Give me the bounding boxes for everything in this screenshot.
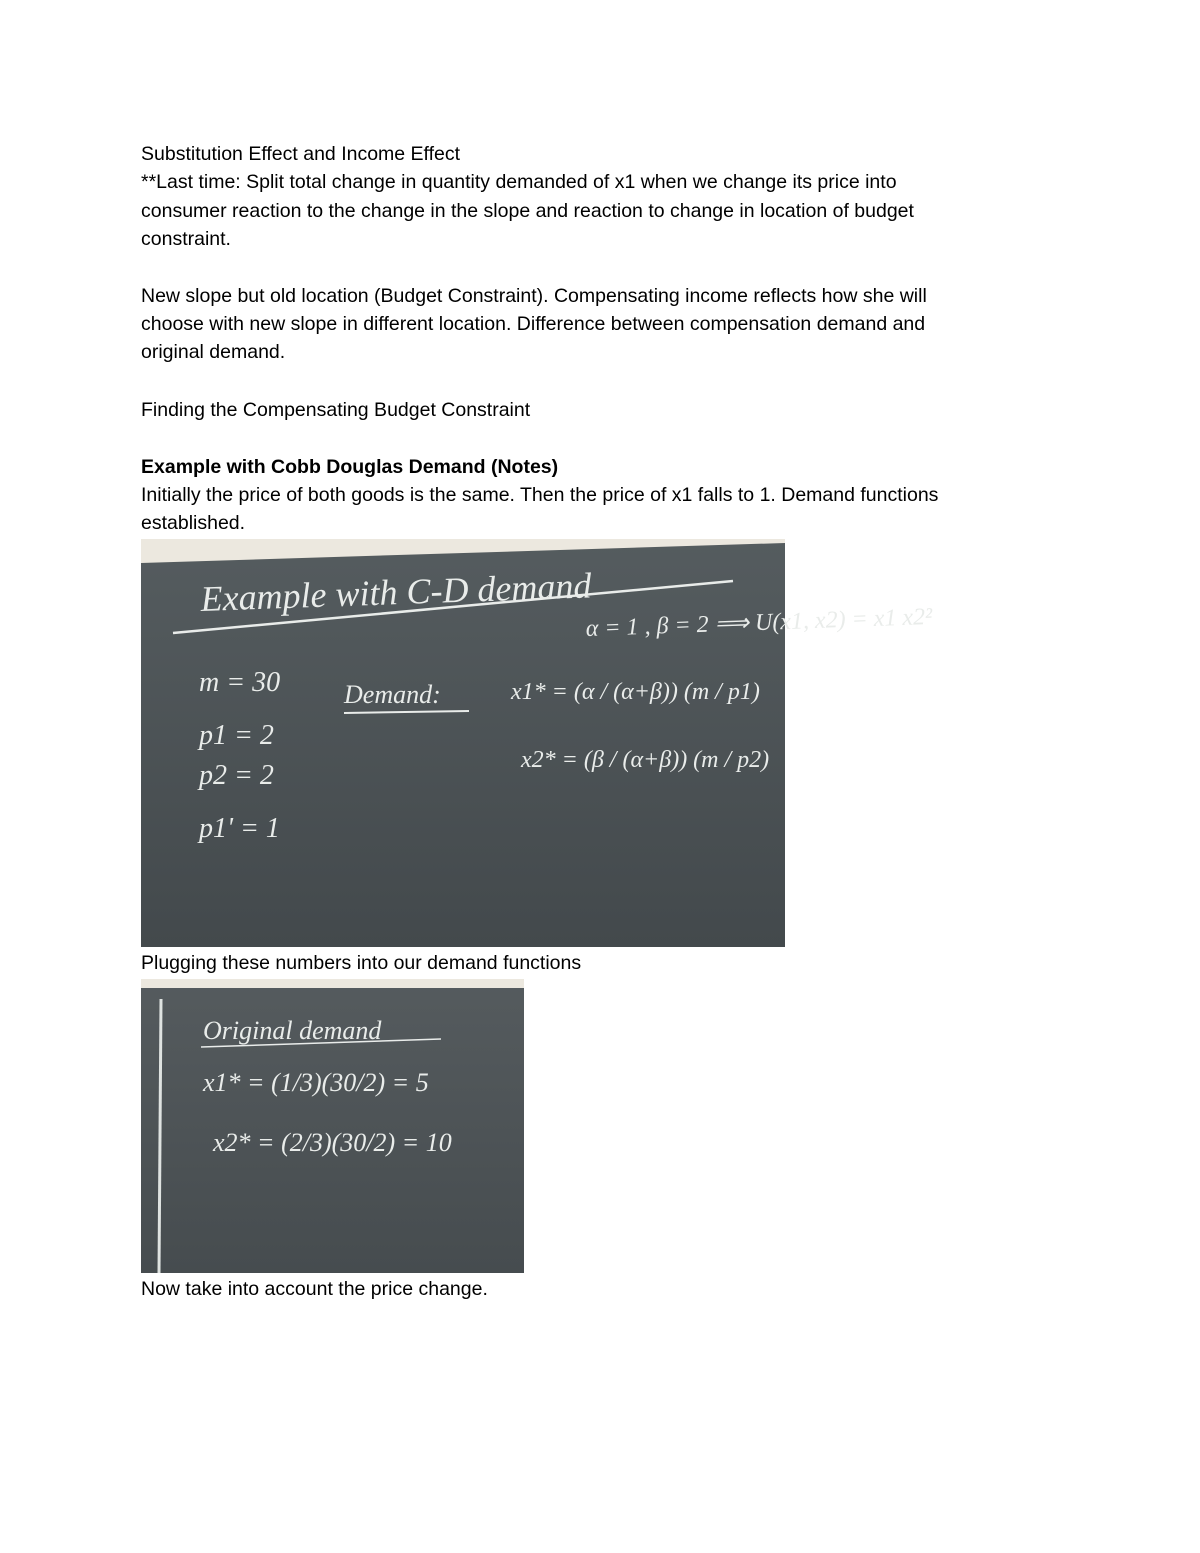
caption-plug: Plugging these numbers into our demand functions — [141, 952, 582, 974]
board1-utility: α = 1 , β = 2 ⟹ U(x1, x2) = x1 x2² — [585, 603, 933, 642]
board1-param-p2: p2 = 2 — [199, 760, 274, 791]
section-heading: Finding the Compensating Budget Constraint — [141, 399, 531, 421]
blackboard-2-drawing — [141, 979, 524, 1273]
caption-price: Now take into account the price change. — [141, 1278, 488, 1300]
board2-x2-result: x2* = (2/3)(30/2) = 10 — [213, 1128, 452, 1157]
board1-param-p1-new: p1' = 1 — [199, 813, 280, 844]
board2-title: Original demand — [203, 1016, 382, 1045]
blackboard-photo-2 — [141, 979, 524, 1273]
blackboard-photo-1 — [141, 539, 933, 947]
board1-x1-formula: x1* = (α / (α+β)) (m / p1) — [511, 679, 760, 705]
board1-param-m: m = 30 — [199, 667, 281, 698]
board1-param-p1: p1 = 2 — [199, 720, 274, 751]
para3-line2: established. — [141, 512, 246, 534]
example-heading: Example with Cobb Douglas Demand (Notes) — [141, 456, 559, 478]
board1-title: Example with C-D demand — [199, 565, 592, 619]
para3-line1: Initially the price of both goods is the same. Then the price of x1 falls to 1. Demand functions — [141, 484, 939, 506]
board2-edge — [141, 979, 524, 988]
doc-title: Substitution Effect and Income Effect — [141, 143, 461, 165]
para1-line1: **Last time: Split total change in quantity demanded of x1 when we change its price into — [141, 171, 897, 193]
board1-demand-label: Demand: — [344, 680, 441, 709]
board2-x1-result: x1* = (1/3)(30/2) = 5 — [203, 1068, 429, 1097]
para2-line3: original demand. — [141, 341, 286, 363]
board1-x2-formula: x2* = (β / (α+β)) (m / p2) — [521, 747, 770, 773]
board2-margin-line — [159, 999, 161, 1273]
para2-line2: choose with new slope in different location. Difference between compensation demand and — [141, 313, 926, 335]
para1-line3: constraint. — [141, 228, 231, 250]
blackboard-1-drawing — [141, 539, 933, 947]
para2-line1: New slope but old location (Budget Constraint). Compensating income reflects how she will — [141, 285, 927, 307]
para1-line2: consumer reaction to the change in the slope and reaction to change in location of budget — [141, 200, 914, 222]
